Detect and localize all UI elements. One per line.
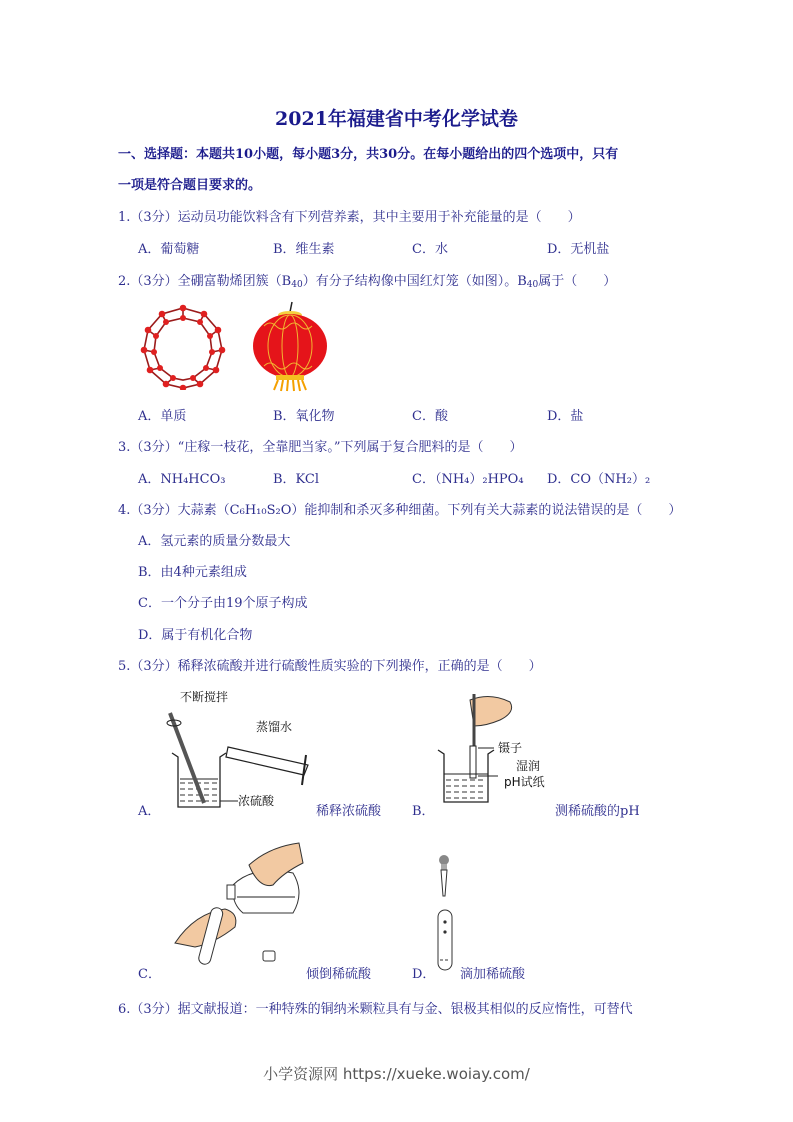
section-heading-line-1: 一、选择题：本题共10小题，每小题3分，共30分。在每小题给出的四个选项中，只有 xyxy=(118,147,619,162)
question-1-option-d: D．无机盐 xyxy=(547,242,610,257)
dilute-sulfuric-acid-figure xyxy=(160,685,320,815)
question-2-stem xyxy=(118,270,616,290)
label-distilled-water: 蒸馏水 xyxy=(256,720,293,734)
question-1-option-a: A．葡萄糖 xyxy=(138,242,200,257)
question-5-option-d-letter: D． xyxy=(412,967,436,982)
question-5-option-a-caption: 稀释浓硫酸 xyxy=(316,804,382,819)
question-5-stem: 5.（3分）稀释浓硫酸并进行硫酸性质实验的下列操作，正确的是（ ） xyxy=(118,659,542,674)
question-2-option-c: C．酸 xyxy=(412,409,448,424)
question-2-stem-part: 属于（ ） xyxy=(538,274,617,289)
question-5-option-b-letter: B． xyxy=(412,804,435,819)
question-2-stem-part: 2.（3分）全硼富勒烯团簇（B xyxy=(118,274,292,289)
question-5-option-c-caption: 倾倒稀硫酸 xyxy=(306,967,372,982)
question-2-option-b: B．氧化物 xyxy=(273,409,335,424)
question-4-option-c: C．一个分子由19个原子构成 xyxy=(138,596,308,611)
question-4-option-b: B．由4种元素组成 xyxy=(138,565,247,580)
question-6-stem: 6.（3分）据文献报道：一种特殊的铜纳米颗粒具有与金、银极其相似的反应惰性，可替代 xyxy=(118,1002,633,1017)
question-3-option-a: A．NH₄HCO₃ xyxy=(138,472,226,487)
red-lantern-figure xyxy=(250,300,330,392)
question-2-option-a: A．单质 xyxy=(138,409,187,424)
question-5-option-c-letter: C． xyxy=(138,967,161,982)
question-4-option-d: D．属于有机化合物 xyxy=(138,628,253,643)
label-moist: 湿润 xyxy=(516,759,541,773)
question-5-option-b-caption: 测稀硫酸的pH xyxy=(555,804,640,819)
label-tweezers: 镊子 xyxy=(498,741,523,755)
section-heading xyxy=(118,139,688,201)
pour-acid-figure xyxy=(165,835,315,975)
question-4-option-a: A．氢元素的质量分数最大 xyxy=(138,534,291,549)
question-1-stem: 1.（3分）运动员功能饮料含有下列营养素，其中主要用于补充能量的是（ ） xyxy=(118,210,581,225)
question-1-option-b: B．维生素 xyxy=(273,242,335,257)
question-5-option-a-letter: A． xyxy=(138,804,161,819)
subscript: 40 xyxy=(526,280,539,290)
question-5-option-d-caption: 滴加稀硫酸 xyxy=(460,967,526,982)
subscript: 40 xyxy=(291,280,303,290)
watermark-footer: 小学资源网 https://xueke.woiay.com/ xyxy=(263,1065,530,1083)
question-2-option-d: D．盐 xyxy=(547,409,584,424)
label-conc-acid: 浓硫酸 xyxy=(238,794,275,808)
label-ph-paper: pH试纸 xyxy=(504,775,545,789)
question-3-stem: 3.（3分）“庄稼一枝花，全靠肥当家。”下列属于复合肥料的是（ ） xyxy=(118,440,523,455)
question-3-option-d: D．CO（NH₂）₂ xyxy=(547,472,651,487)
question-2-stem-part: ）有分子结构像中国红灯笼（如图）。B xyxy=(302,274,527,289)
question-4-stem: 4.（3分）大蒜素（C₆H₁₀S₂O）能抑制和杀灭多种细菌。下列有关大蒜素的说法错误的是（ ） xyxy=(118,503,682,518)
section-heading-line-2: 一项是符合题目要求的。 xyxy=(118,178,262,193)
drop-acid-figure xyxy=(430,850,460,975)
boron-fullerene-molecule-figure xyxy=(138,300,228,390)
measure-ph-figure xyxy=(430,690,560,815)
question-3-option-c: C．（NH₄）₂HPO₄ xyxy=(412,472,524,487)
label-stir: 不断搅拌 xyxy=(180,690,229,704)
question-3-option-b: B．KCl xyxy=(273,472,320,487)
page-title: 2021年福建省中考化学试卷 xyxy=(275,108,518,130)
question-1-option-c: C．水 xyxy=(412,242,448,257)
